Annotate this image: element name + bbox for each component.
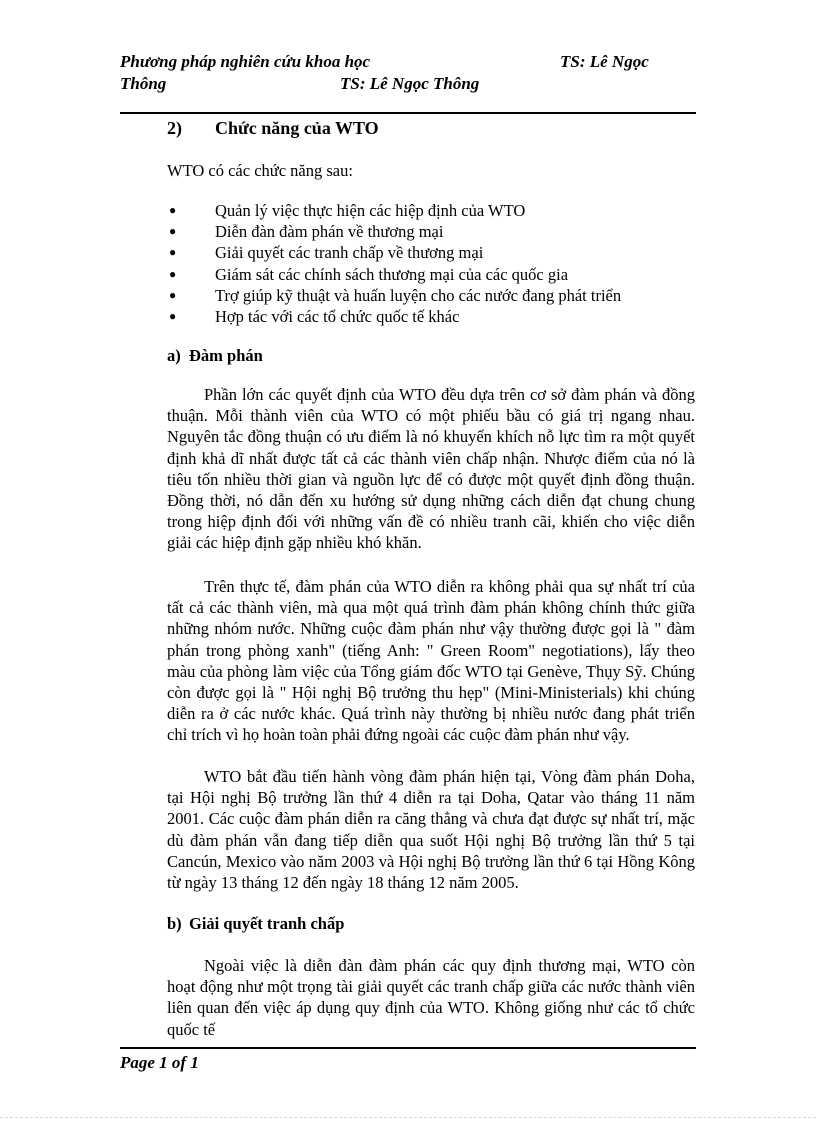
header-author-full: TS: Lê Ngọc Thông (340, 74, 480, 93)
paragraph: Phần lớn các quyết định của WTO đều dựa trên cơ sở đàm phán và đồng thuận. Mỗi thành viên của WTO có một phiếu bầu có giá trị ngang nhau. Nguyên tắc đồng thuận có ưu điểm là nó khuyến khích nỗ lực tìm ra một quyết định khả dĩ nhất được tất cả các thành viên chấp nhận. Nhược điểm của nó là tiêu tốn nhiều thời gian và nguồn lực để có được một quyết định đồng thuận. Đồng thời, nó dẫn đến xu hướng sử dụng những cách diễn đạt chung chung trong hiệp định đối với những vấn đề có nhiều tranh cãi, khiến cho việc diễn giải các hiệp định gặp nhiều khó khăn. (167, 385, 695, 553)
page-number: Page 1 of 1 (120, 1053, 199, 1072)
page-header (120, 52, 700, 100)
subsection-b-title: Giải quyết tranh chấp (189, 914, 345, 933)
subsection-a-heading (167, 346, 263, 366)
list-item: ● Quản lý việc thực hiện các hiệp định của WTO (169, 201, 526, 220)
bullet-icon: ● (169, 266, 177, 281)
paragraph: WTO bắt đầu tiến hành vòng đàm phán hiện tại, Vòng đàm phán Doha, tại Hội nghị Bộ trưởng lần thứ 4 diễn ra tại Doha, Qatar vào tháng 11 năm 2001. Các cuộc đàm phán diễn ra căng thẳng và chưa đạt được sự nhất trí, mặc dù đàm phán vẫn đang tiếp diễn qua suốt Hội nghị Bộ trưởng lần thứ 5 tại Cancún, Mexico vào năm 2003 và Hội nghị Bộ trưởng lần thứ 6 tại Hồng Kông từ ngày 13 tháng 12 đến ngày 18 tháng 12 năm 2005. (167, 767, 695, 893)
list-item: ● Hợp tác với các tổ chức quốc tế khác (169, 306, 460, 326)
bullet-icon: ● (169, 245, 177, 260)
list-item: ● Diễn đàn đàm phán về thương mại (169, 222, 444, 242)
bullet-icon: ● (169, 224, 177, 239)
subsection-b-label: b) (167, 914, 182, 933)
section-number: 2) (167, 118, 182, 138)
subsection-a-label: a) (167, 346, 181, 365)
list-item: ● Trợ giúp kỹ thuật và huấn luyện cho các nước đang phát triển (169, 285, 622, 305)
header-author-cont: Thông (120, 74, 167, 93)
header-author: TS: Lê Ngọc (560, 52, 649, 71)
subsection-b-heading (167, 914, 344, 934)
bullet-icon: ● (169, 287, 177, 302)
list-item: ● Giải quyết các tranh chấp về thương mại (169, 243, 484, 263)
header-divider (120, 112, 696, 114)
page-boundary (0, 1117, 816, 1118)
bullet-icon: ● (169, 308, 177, 323)
bullet-icon: ● (169, 203, 177, 217)
function-list (167, 200, 621, 327)
list-item: ● Giám sát các chính sách thương mại của các quốc gia (169, 264, 569, 284)
section-heading (167, 118, 379, 139)
header-title: Phương pháp nghiên cứu khoa học (120, 52, 371, 71)
section-title: Chức năng của WTO (215, 118, 379, 138)
footer-divider (120, 1047, 696, 1049)
section-intro: WTO có các chức năng sau: (167, 161, 353, 180)
subsection-a-title: Đàm phán (189, 346, 263, 365)
paragraph: Trên thực tế, đàm phán của WTO diễn ra không phải qua sự nhất trí của tất cả các thành viên, mà qua một quá trình đàm phán không chính thức giữa những nhóm nước. Những cuộc đàm phán như vậy thường được gọi là " đàm phán trong phòng xanh" (tiếng Anh: " Green Room" negotiations), lấy theo màu của phòng làm việc của Tổng giám đốc WTO tại Genève, Thụy Sỹ. Chúng còn được gọi là " Hội nghị Bộ trưởng thu hẹp" (Mini-Ministerials) khi chúng diễn ra ở các nước khác. Quá trình này thường bị nhiều nước đang phát triển chỉ trích vì họ hoàn toàn phải đứng ngoài các cuộc đàm phán như vậy. (167, 577, 695, 745)
paragraph: Ngoài việc là diễn đàn đàm phán các quy định thương mại, WTO còn hoạt động như một trọng tài giải quyết các tranh chấp giữa các nước thành viên liên quan đến việc áp dụng quy định của WTO. Không giống như các tổ chức quốc tế (167, 956, 695, 1039)
